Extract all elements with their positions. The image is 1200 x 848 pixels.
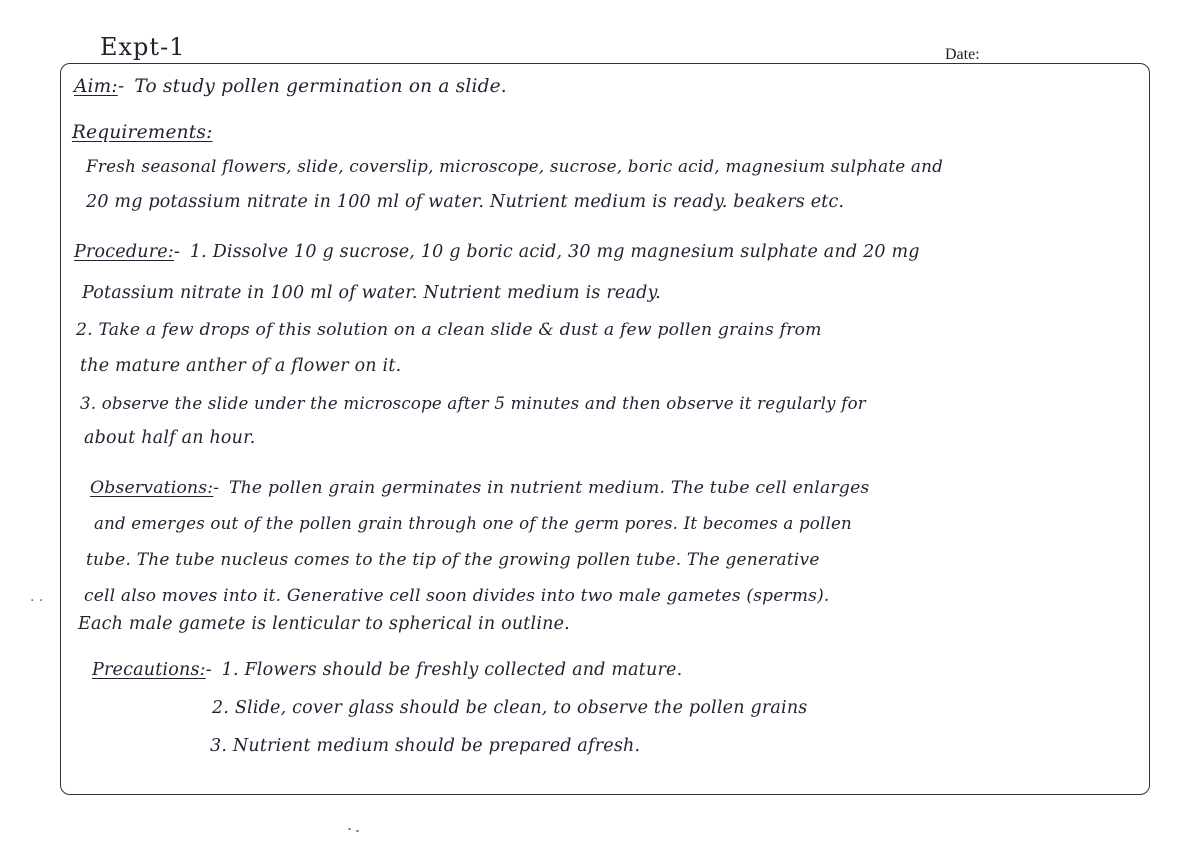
observations-line-3: tube. The tube nucleus comes to the tip of the growing pollen tube. The generative bbox=[86, 550, 820, 570]
procedure-line-2: Potassium nitrate in 100 ml of water. Nutrient medium is ready. bbox=[82, 283, 661, 303]
precautions-line-2: 2. Slide, cover glass should be clean, to observe the pollen grains bbox=[212, 698, 808, 718]
observations-line-5: Each male gamete is lenticular to spherical in outline. bbox=[78, 614, 570, 634]
procedure-line-6: about half an hour. bbox=[84, 428, 256, 448]
requirements-line-1: Fresh seasonal flowers, slide, coverslip, microscope, sucrose, boric acid, magnesium sulphate and bbox=[86, 156, 944, 176]
scan-speck bbox=[348, 828, 351, 830]
precautions-line-3: 3. Nutrient medium should be prepared afresh. bbox=[210, 736, 641, 756]
requirements-line-2: 20 mg potassium nitrate in 100 ml of water. Nutrient medium is ready. beakers etc. bbox=[86, 192, 845, 212]
aim-heading: Aim: bbox=[74, 76, 118, 97]
procedure-line-1-wrap: Procedure:- 1. Dissolve 10 g sucrose, 10 g boric acid, 30 mg magnesium sulphate and 20 mg bbox=[74, 242, 920, 262]
procedure-line-3: 2. Take a few drops of this solution on a clean slide & dust a few pollen grains from bbox=[76, 320, 822, 340]
requirements-heading: Requirements: bbox=[72, 122, 213, 143]
aim-section: Aim:- To study pollen germination on a slide. bbox=[74, 76, 507, 97]
precautions-line-1: 1. Flowers should be freshly collected and mature. bbox=[221, 660, 683, 680]
observations-line-4: cell also moves into it. Generative cell soon divides into two male gametes (sperms). bbox=[84, 586, 830, 606]
procedure-heading: Procedure: bbox=[74, 242, 174, 262]
precautions-heading: Precautions: bbox=[92, 660, 206, 680]
procedure-line-1: 1. Dissolve 10 g sucrose, 10 g boric acid, 30 mg magnesium sulphate and 20 mg bbox=[189, 242, 920, 262]
date-label: Date: bbox=[945, 46, 980, 63]
procedure-line-4: the mature anther of a flower on it. bbox=[80, 356, 402, 376]
precautions-line-1-wrap: Precautions:- 1. Flowers should be freshly collected and mature. bbox=[92, 660, 683, 680]
observations-heading: Observations: bbox=[90, 478, 214, 498]
procedure-line-5: 3. observe the slide under the microscope after 5 minutes and then observe it regularly for bbox=[80, 394, 866, 413]
aim-text: To study pollen germination on a slide. bbox=[134, 76, 507, 97]
scan-speck bbox=[356, 830, 359, 832]
observations-line-2: and emerges out of the pollen grain through one of the germ pores. It becomes a pollen bbox=[94, 514, 852, 533]
observations-line-1: The pollen grain germinates in nutrient medium. The tube cell enlarges bbox=[228, 478, 870, 498]
experiment-title: Expt-1 bbox=[100, 33, 186, 61]
margin-mark: · · bbox=[30, 593, 44, 609]
observations-line-1-wrap: Observations:- The pollen grain germinates in nutrient medium. The tube cell enlarges bbox=[90, 478, 870, 498]
